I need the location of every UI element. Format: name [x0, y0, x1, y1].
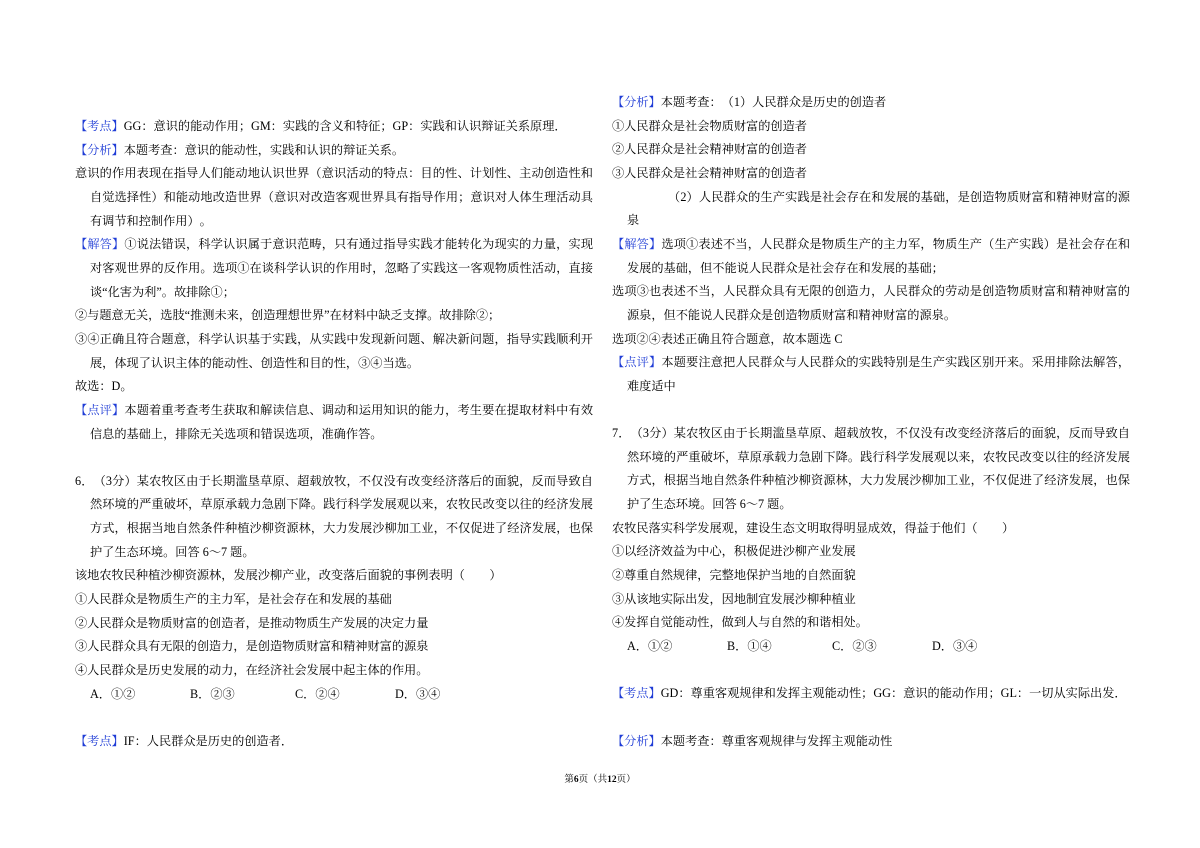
q6-analysis-point-2: （2）人民群众的生产实践是社会存在和发展的基础，是创造物质财富和精神财富的源泉: [627, 189, 1130, 228]
footer-prefix: 第: [564, 775, 574, 785]
analysis-label: 【分析】: [612, 733, 661, 748]
knowledge-point-text: GG：意识的能动作用；GM：实践的含义和特征；GP：实践和认识辩证关系原理．: [123, 119, 567, 133]
q6-statement: ②人民群众是物质财富的创造者，是推动物质生产发展的决定力量: [75, 615, 429, 630]
q7-question: 农牧民落实科学发展观，建设生态文明取得明显成效，得益于他们（ ）: [612, 520, 1015, 535]
q6-knowledge-point: [75, 730, 593, 754]
q6-analysis-point: ①人民群众是社会物质财富的创造者: [612, 118, 807, 133]
q6-option-d: D．③④: [395, 686, 441, 701]
q7-statement: ①以经济效益为中心，积极促进沙柳产业发展: [612, 544, 856, 559]
comment-label: 【点评】: [612, 355, 662, 370]
q6-statement: ③人民群众具有无限的创造力，是创造物质财富和精神财富的源泉: [75, 639, 429, 654]
knowledge-point-label: 【考点】: [75, 119, 124, 133]
q6-analysis: [612, 91, 1130, 115]
q6-analysis-point: ②人民群众是社会精神财富的创造者: [612, 142, 807, 157]
q6-statement: ①人民群众是物质生产的主力军，是社会存在和发展的基础: [75, 592, 392, 607]
q5-analysis: [75, 139, 593, 163]
q5-knowledge-point: [75, 115, 593, 139]
analysis-text: 本题考查：（1）人民群众是历史的创造者: [660, 95, 887, 109]
q7-statement: ④发挥自觉能动性，做到人与自然的和谐相处。: [612, 615, 868, 630]
q7-option-d: D．③④: [932, 639, 978, 654]
q6-solution-point-3: 选项②④表述正确且符合题意，故本题选 C: [612, 331, 843, 346]
q7-stem: 7．（3分）某农牧区由于长期滥垦草原、超载放牧，不仅没有改变经济落后的面貌，反而导致自然环境的严重破坏，草原承载力急剧下降。践行科学发展观以来，农牧民改变以往的经济发展方式，根据当地自然条件种植沙柳资源林，大力发展沙柳加工业，不仅促进了经济发展，也保护了生态环境。回答 6～7 题。: [612, 426, 1130, 512]
q6-comment: [612, 351, 1130, 398]
footer-suffix: 页）: [616, 775, 636, 785]
q7-option-c: C．②③: [832, 639, 877, 654]
q5-solution-point-3: ③④正确且符合题意，科学认识基于实践，从实践中发现新问题、解决新问题，指导实践顺利开展，体现了认识主体的能动性、创造性和目的性，③④当选。: [75, 331, 593, 370]
q7-analysis: [612, 730, 1130, 754]
comment-label: 【点评】: [75, 402, 125, 417]
solution-text: ①说法错误，科学认识属于意识范畴，只有通过指导实践才能转化为现实的力量，实现对客观世界的反作用。选项①在谈科学认识的作用时，忽略了实践这一客观物质性活动，直接谈“化害为利”。故排除①；: [90, 237, 594, 299]
analysis-text: 本题考查：意识的能动性，实践和认识的辩证关系。: [123, 142, 405, 157]
analysis-text: 本题考查：尊重客观规律与发挥主观能动性: [660, 733, 893, 748]
q7-options: [612, 635, 1130, 659]
comment-text: 本题着重考查考生获取和解读信息、调动和运用知识的能力，考生要在提取材料中有效信息的基础上，排除无关选项和错误选项，准确作答。: [90, 402, 594, 441]
right-column: [612, 91, 1130, 753]
analysis-label: 【分析】: [612, 95, 661, 109]
footer-middle: 页（共: [578, 775, 608, 785]
knowledge-point-text: GD：尊重客观规律和发挥主观能动性；GG：意识的能动作用；GL：一切从实际出发．: [660, 686, 1127, 701]
q6-option-a: A．①②: [90, 686, 136, 701]
q5-analysis-body: 意识的作用表现在指导人们能动地认识世界（意识活动的特点：目的性、计划性、主动创造性和自觉选择性）和能动地改造世界（意识对改造客观世界具有指导作用；意识对人体生理活动具有调节和控制作用）。: [75, 166, 593, 228]
q6-stem: 6．（3分）某农牧区由于长期滥垦草原、超载放牧，不仅没有改变经济落后的面貌，反而导致自然环境的严重破坏，草原承载力急剧下降。践行科学发展观以来，农牧民改变以往的经济发展方式，根据当地自然条件种植沙柳资源林，大力发展沙柳加工业，不仅促进了经济发展，也保护了生态环境。回答 6～7 题。: [75, 473, 593, 559]
q6-statement: ④人民群众是历史发展的动力，在经济社会发展中起主体的作用。: [75, 663, 429, 678]
solution-text: 选项①表述不当，人民群众是物质生产的主力军，物质生产（生产实践）是社会存在和发展的基础，但不能说人民群众是社会存在和发展的基础；: [627, 236, 1131, 275]
knowledge-point-label: 【考点】: [75, 734, 124, 749]
q5-answer: 故选：D。: [75, 379, 133, 394]
q7-statement: ②尊重自然规律，完整地保护当地的自然面貌: [612, 568, 856, 583]
q7-option-a: A．①②: [627, 639, 673, 654]
q5-solution: [75, 233, 593, 304]
q6-option-b: B．②③: [190, 686, 235, 701]
footer-total-pages: 12: [607, 775, 617, 785]
q7-option-b: B．①④: [727, 639, 772, 654]
page-footer: [0, 772, 1200, 788]
q6-solution: [612, 233, 1130, 280]
knowledge-point-label: 【考点】: [612, 686, 661, 701]
q6-options: [75, 683, 593, 707]
q5-solution-point-2: ②与题意无关，选肢“推测未来，创造理想世界”在材料中缺乏支撑。故排除②；: [75, 308, 501, 323]
left-column: [75, 115, 593, 754]
q6-question: 该地农牧民种植沙柳资源林，发展沙柳产业，改变落后面貌的事例表明（ ）: [75, 568, 502, 583]
solution-label: 【解答】: [75, 237, 125, 252]
q7-knowledge-point: [612, 682, 1130, 706]
q7-statement: ③从该地实际出发，因地制宜发展沙柳种植业: [612, 591, 856, 606]
knowledge-point-text: IF：人民群众是历史的创造者．: [123, 734, 294, 749]
q6-analysis-point: ③人民群众是社会精神财富的创造者: [612, 165, 807, 180]
q6-option-c: C．②④: [295, 686, 340, 701]
comment-text: 本题要注意把人民群众与人民群众的实践特别是生产实践区别开来。采用排除法解答，难度适中: [627, 355, 1131, 393]
solution-label: 【解答】: [612, 236, 662, 251]
q5-comment: [75, 399, 593, 446]
q6-solution-point-2: 选项③也表述不当，人民群众具有无限的创造力，人民群众的劳动是创造物质财富和精神财富的源泉，但不能说人民群众是创造物质财富和精神财富的源泉。: [612, 284, 1130, 322]
footer-page-number: 6: [573, 775, 579, 785]
analysis-label: 【分析】: [75, 142, 124, 157]
